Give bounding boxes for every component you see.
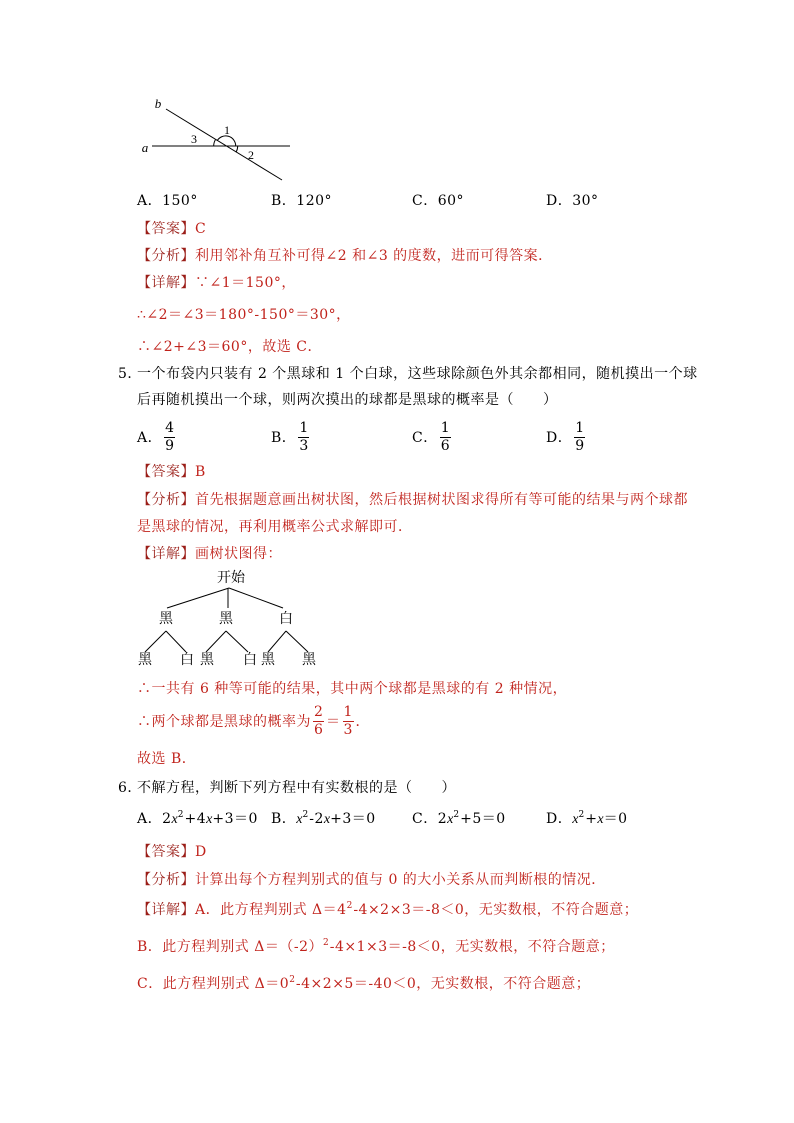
detail-text: A．此方程判别式 Δ＝4 <box>195 902 347 918</box>
q4-detail-line-2: ∴∠2＝∠3＝180°-150°＝30°， <box>137 307 351 323</box>
q6-detail-line-a <box>137 900 638 922</box>
angle-1-label: 1 <box>224 123 230 137</box>
option-letter: B． <box>271 430 297 446</box>
angle-2-label: 2 <box>248 148 254 162</box>
probability-text: ∴两个球都是黑球的概率为 <box>137 714 311 730</box>
variable-x: x <box>296 812 303 827</box>
q4-detail-line-3: ∴∠2+∠3＝60°，故选 C． <box>137 339 322 355</box>
tree-edge <box>226 631 248 652</box>
detail-text: -4×2×3＝-8＜0，无实数根，不符合题意； <box>353 902 639 918</box>
option-letter: D． <box>546 430 573 446</box>
tree-level1-node: 白 <box>279 611 293 627</box>
exponent: 2 <box>346 901 353 911</box>
option-letter: A． <box>137 430 163 446</box>
detail-text: B．此方程判别式 Δ＝（-2） <box>137 939 323 955</box>
q5-analysis-line-1 <box>137 490 688 510</box>
angle-1-arc <box>217 136 236 146</box>
analysis-label: 【分析】 <box>137 872 195 888</box>
q6-number: 6． <box>118 780 142 796</box>
q5-conclusion: 故选 B． <box>137 751 197 767</box>
exponent: 2 <box>177 810 184 820</box>
line-b <box>166 109 282 180</box>
denominator: 3 <box>343 721 353 738</box>
angle-3-arc <box>214 140 216 146</box>
q5-analysis-line-2: 是黑球的情况，再利用概率公式求解即可． <box>137 519 413 535</box>
exponent: 2 <box>289 975 295 985</box>
q6-option-c <box>412 809 506 831</box>
analysis-text: 利用邻补角互补可得∠2 和∠3 的度数，进而可得答案． <box>195 248 553 264</box>
q5-option-d <box>546 418 587 456</box>
answer-label: 【答案】 <box>137 221 195 237</box>
numerator: 1 <box>440 419 450 436</box>
probability-fraction-1 <box>313 705 324 738</box>
variable-x: x <box>206 812 213 827</box>
tree-edge <box>268 631 286 652</box>
option-letter: B． <box>271 811 297 827</box>
exponent: 2 <box>323 938 329 948</box>
denominator: 3 <box>299 437 309 454</box>
term: 2 <box>162 811 172 827</box>
term: +4 <box>184 811 207 827</box>
q6-analysis-line <box>137 870 606 890</box>
q4-option-d: D．30° <box>546 193 599 209</box>
option-letter: C． <box>412 430 438 446</box>
answer-value: B <box>195 464 206 480</box>
term: ＝0 <box>603 811 628 827</box>
q4-analysis-line <box>137 246 553 266</box>
variable-x: x <box>572 812 579 827</box>
q5-option-a <box>137 418 177 456</box>
answer-value: C <box>195 221 207 237</box>
q5-number: 5． <box>118 366 142 382</box>
exponent: 2 <box>302 810 309 820</box>
detail-text: -4×1×3＝-8＜0，无实数根，不符合题意； <box>329 939 615 955</box>
q5-result-line: ∴一共有 6 种等可能的结果，其中两个球都是黑球的有 2 种情况， <box>137 681 568 697</box>
term: +5＝0 <box>460 811 506 827</box>
q4-option-a: A．150° <box>137 193 198 209</box>
option-letter: A． <box>137 811 163 827</box>
tree-edge <box>229 588 283 608</box>
term: +3＝0 <box>330 811 376 827</box>
detail-label: 【详解】 <box>137 546 195 562</box>
analysis-text: 计算出每个方程判别式的值与 0 的大小关系从而判断根的情况． <box>195 872 606 888</box>
q4-option-b: B．120° <box>271 193 333 209</box>
angle-3-label: 3 <box>191 132 197 146</box>
q5-option-c <box>412 418 453 456</box>
q5-question-line-1: 一个布袋内只装有 2 个黑球和 1 个白球，这些球除颜色外其余都相同，随机摸出一个球 <box>137 366 698 382</box>
tree-edge <box>167 588 229 608</box>
analysis-text: 首先根据题意画出树状图，然后根据树状图求得所有等可能的结果与两个球都 <box>195 492 688 508</box>
q5-answer-line <box>137 462 206 482</box>
numerator: 2 <box>314 703 323 720</box>
tree-leaf-node: 黑 <box>200 652 214 668</box>
numerator: 1 <box>343 703 353 720</box>
angle-2-arc <box>236 146 238 152</box>
q5-detail-line <box>137 544 282 564</box>
q6-answer-line <box>137 842 207 862</box>
q6-option-b <box>271 809 376 831</box>
term: -2 <box>309 811 324 827</box>
option-fraction <box>440 421 451 454</box>
tree-leaf-node: 黑 <box>302 652 316 668</box>
variable-x: x <box>171 812 178 827</box>
tree-root: 开始 <box>217 570 245 586</box>
denominator: 6 <box>314 721 323 738</box>
q4-detail-line-1 <box>137 273 296 293</box>
tree-edge <box>286 631 308 652</box>
answer-label: 【答案】 <box>137 844 195 860</box>
q6-detail-line-b <box>137 937 615 959</box>
q6-option-d <box>546 809 628 831</box>
tree-leaf-node: 黑 <box>138 652 152 668</box>
numerator: 1 <box>575 419 585 436</box>
tree-edge <box>206 631 226 652</box>
q5-option-b <box>271 418 311 456</box>
analysis-label: 【分析】 <box>137 248 195 264</box>
q6-question: 不解方程，判断下列方程中有实数根的是（ ） <box>137 780 456 796</box>
option-fraction <box>298 421 309 454</box>
denominator: 6 <box>440 437 450 454</box>
variable-x: x <box>597 812 604 827</box>
term: + <box>585 811 598 827</box>
probability-fraction-2 <box>343 705 354 738</box>
label-b: b <box>154 96 162 111</box>
denominator: 9 <box>575 437 585 454</box>
variable-x: x <box>323 812 331 827</box>
option-letter: C． <box>412 811 438 827</box>
q4-option-c: C．60° <box>412 193 465 209</box>
tree-level1-node: 黑 <box>219 611 233 627</box>
tree-leaf-node: 黑 <box>261 652 275 668</box>
term: 2 <box>437 811 448 827</box>
detail-text: C．此方程判别式 Δ＝0 <box>137 976 290 992</box>
detail-text: 画树状图得： <box>195 546 282 562</box>
detail-text: -4×2×5＝-40＜0，无实数根，不符合题意； <box>295 976 591 992</box>
numerator: 1 <box>299 419 309 436</box>
answer-label: 【答案】 <box>137 464 195 480</box>
exponent: 2 <box>578 810 585 820</box>
label-a: a <box>141 140 149 155</box>
analysis-label: 【分析】 <box>137 492 195 508</box>
numerator: 4 <box>165 419 175 436</box>
tree-level1-node: 黑 <box>159 611 173 627</box>
intersecting-lines-figure <box>130 95 300 187</box>
variable-x: x <box>447 812 454 827</box>
detail-text: ∵∠1＝150°， <box>195 275 296 291</box>
option-letter: D． <box>546 811 573 827</box>
q5-question-line-2: 后再随机摸出一个球，则两次摸出的球都是黑球的概率是（ ） <box>137 392 558 408</box>
period: ． <box>355 714 370 730</box>
q6-option-a <box>137 809 258 831</box>
answer-value: D <box>195 844 207 860</box>
detail-label: 【详解】 <box>137 902 195 918</box>
exponent: 2 <box>453 810 460 820</box>
tree-edge <box>145 631 166 652</box>
option-fraction <box>574 421 585 454</box>
option-fraction <box>164 421 175 454</box>
denominator: 9 <box>165 437 175 454</box>
tree-leaf-node: 白 <box>243 652 257 668</box>
tree-leaf-node: 白 <box>180 652 194 668</box>
term: +3＝0 <box>212 811 258 827</box>
tree-edge <box>166 631 186 652</box>
detail-label: 【详解】 <box>137 275 195 291</box>
q4-answer-line <box>137 219 206 239</box>
q6-detail-line-c <box>137 974 590 996</box>
q5-probability-line <box>137 702 370 740</box>
equals-sign: ＝ <box>326 714 341 730</box>
